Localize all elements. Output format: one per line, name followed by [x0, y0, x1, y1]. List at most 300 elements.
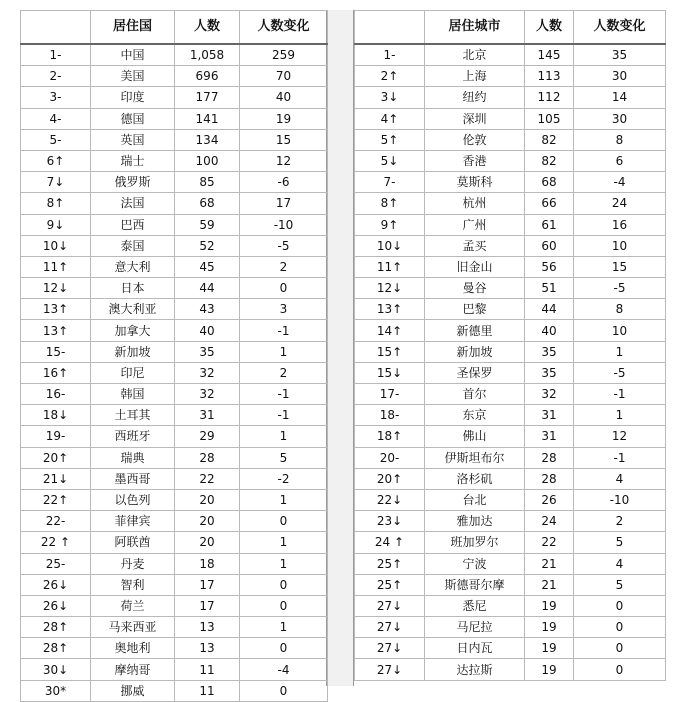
name-cell: 以色列 [91, 489, 175, 510]
count-cell: 32 [175, 362, 240, 383]
name-cell: 德国 [91, 108, 175, 129]
change-cell: -5 [574, 362, 666, 383]
name-cell: 印尼 [91, 362, 175, 383]
table-row [21, 489, 328, 510]
table-row [355, 532, 666, 553]
name-cell: 摩纳哥 [91, 659, 175, 680]
rank-header [21, 11, 91, 45]
table-row [21, 532, 328, 553]
name-cell: 土耳其 [91, 405, 175, 426]
table-row [21, 299, 328, 320]
table-row [21, 108, 328, 129]
rank-cell: 16- [21, 384, 91, 405]
change-cell: 3 [240, 299, 328, 320]
table-row [355, 214, 666, 235]
rank-cell: 21↓ [21, 468, 91, 489]
count-cell: 17 [175, 574, 240, 595]
count-cell: 20 [175, 511, 240, 532]
header-row [355, 11, 666, 45]
rank-cell: 15↑ [355, 341, 425, 362]
rank-cell: 27↓ [355, 659, 425, 680]
change-cell: 24 [574, 193, 666, 214]
name-cell: 韩国 [91, 384, 175, 405]
name-cell: 东京 [425, 405, 525, 426]
name-cell: 西班牙 [91, 426, 175, 447]
change-cell: 0 [240, 278, 328, 299]
rank-cell: 13↑ [355, 299, 425, 320]
name-cell: 俄罗斯 [91, 172, 175, 193]
name-cell: 深圳 [425, 108, 525, 129]
table-row [355, 256, 666, 277]
change-cell: 1 [574, 341, 666, 362]
count-header: 人数 [525, 11, 574, 45]
name-cell: 达拉斯 [425, 659, 525, 680]
count-cell: 35 [525, 362, 574, 383]
name-cell: 日内瓦 [425, 638, 525, 659]
name-cell: 新加坡 [425, 341, 525, 362]
name-cell: 加拿大 [91, 320, 175, 341]
table-row [355, 87, 666, 108]
rank-cell: 15↓ [355, 362, 425, 383]
table-row [21, 574, 328, 595]
change-cell: 14 [574, 87, 666, 108]
change-cell: -1 [574, 384, 666, 405]
name-cell: 佛山 [425, 426, 525, 447]
rank-cell: 12↓ [355, 278, 425, 299]
name-cell: 洛杉矶 [425, 468, 525, 489]
count-cell: 35 [175, 341, 240, 362]
count-cell: 44 [175, 278, 240, 299]
table-row [355, 129, 666, 150]
rank-cell: 9↑ [355, 214, 425, 235]
change-cell: 0 [574, 617, 666, 638]
count-cell: 52 [175, 235, 240, 256]
count-cell: 11 [175, 659, 240, 680]
count-cell: 21 [525, 574, 574, 595]
rank-cell: 27↓ [355, 595, 425, 616]
name-cell: 意大利 [91, 256, 175, 277]
count-cell: 112 [525, 87, 574, 108]
table-row [355, 66, 666, 87]
change-cell: 2 [240, 362, 328, 383]
rank-cell: 20- [355, 447, 425, 468]
change-cell: 5 [574, 532, 666, 553]
column-divider [326, 10, 354, 686]
count-cell: 66 [525, 193, 574, 214]
count-cell: 19 [525, 638, 574, 659]
change-cell: 5 [574, 574, 666, 595]
change-cell: 1 [240, 426, 328, 447]
change-cell: 10 [574, 320, 666, 341]
name-cell: 新德里 [425, 320, 525, 341]
table-row [355, 341, 666, 362]
rank-cell: 2↑ [355, 66, 425, 87]
rank-cell: 15- [21, 341, 91, 362]
count-cell: 100 [175, 150, 240, 171]
name-cell: 菲律宾 [91, 511, 175, 532]
count-cell: 13 [175, 617, 240, 638]
change-cell: 0 [240, 574, 328, 595]
count-cell: 20 [175, 532, 240, 553]
change-cell: 17 [240, 193, 328, 214]
rank-cell: 22↑ [21, 489, 91, 510]
table-row [21, 235, 328, 256]
rank-cell: 10↓ [21, 235, 91, 256]
count-cell: 19 [525, 659, 574, 680]
table-row [21, 214, 328, 235]
count-cell: 105 [525, 108, 574, 129]
name-cell: 孟买 [425, 235, 525, 256]
name-cell: 印度 [91, 87, 175, 108]
name-cell: 杭州 [425, 193, 525, 214]
count-cell: 82 [525, 150, 574, 171]
count-cell: 13 [175, 638, 240, 659]
name-cell: 泰国 [91, 235, 175, 256]
rank-cell: 16↑ [21, 362, 91, 383]
count-cell: 20 [175, 489, 240, 510]
change-cell: 19 [240, 108, 328, 129]
count-cell: 44 [525, 299, 574, 320]
rank-cell: 1- [21, 44, 91, 66]
count-cell: 19 [525, 617, 574, 638]
name-cell: 斯德哥尔摩 [425, 574, 525, 595]
change-header: 人数变化 [574, 11, 666, 45]
rank-cell: 28↑ [21, 617, 91, 638]
table-row [21, 87, 328, 108]
name-cell: 墨西哥 [91, 468, 175, 489]
rank-cell: 20↑ [355, 468, 425, 489]
count-cell: 31 [525, 426, 574, 447]
rank-cell: 12↓ [21, 278, 91, 299]
name-cell: 上海 [425, 66, 525, 87]
change-cell: 0 [574, 638, 666, 659]
name-cell: 奥地利 [91, 638, 175, 659]
change-cell: 12 [574, 426, 666, 447]
name-cell: 新加坡 [91, 341, 175, 362]
change-cell: 4 [574, 553, 666, 574]
change-cell: 2 [574, 511, 666, 532]
change-cell: 1 [240, 553, 328, 574]
table-row [21, 278, 328, 299]
table-row [355, 595, 666, 616]
name-cell: 瑞典 [91, 447, 175, 468]
rank-cell: 8↑ [21, 193, 91, 214]
rank-cell: 25- [21, 553, 91, 574]
table-row [355, 659, 666, 680]
rank-cell: 7- [355, 172, 425, 193]
change-cell: 35 [574, 44, 666, 66]
change-cell: 10 [574, 235, 666, 256]
table-row [21, 468, 328, 489]
name-cell: 巴黎 [425, 299, 525, 320]
name-cell: 美国 [91, 66, 175, 87]
count-cell: 28 [175, 447, 240, 468]
rank-cell: 22↓ [355, 489, 425, 510]
count-cell: 18 [175, 553, 240, 574]
name-cell: 曼谷 [425, 278, 525, 299]
rank-cell: 27↓ [355, 617, 425, 638]
change-cell: -1 [240, 384, 328, 405]
rank-cell: 10↓ [355, 235, 425, 256]
change-cell: 4 [574, 468, 666, 489]
table-row [355, 193, 666, 214]
count-cell: 31 [175, 405, 240, 426]
change-cell: 8 [574, 129, 666, 150]
rank-cell: 20↑ [21, 447, 91, 468]
table-row [355, 617, 666, 638]
name-cell: 悉尼 [425, 595, 525, 616]
rank-cell: 1- [355, 44, 425, 66]
rank-cell: 8↑ [355, 193, 425, 214]
table-row [355, 299, 666, 320]
table-row [355, 511, 666, 532]
change-cell: 1 [240, 617, 328, 638]
name-cell: 圣保罗 [425, 362, 525, 383]
name-cell: 莫斯科 [425, 172, 525, 193]
rank-cell: 22 ↑ [21, 532, 91, 553]
name-cell: 中国 [91, 44, 175, 66]
change-cell: 1 [240, 489, 328, 510]
rank-cell: 22- [21, 511, 91, 532]
change-cell: 259 [240, 44, 328, 66]
count-cell: 56 [525, 256, 574, 277]
change-cell: 0 [240, 680, 328, 701]
rank-cell: 28↑ [21, 638, 91, 659]
change-cell: 1 [240, 532, 328, 553]
rank-header [355, 11, 425, 45]
table-row [21, 680, 328, 701]
table-row [21, 511, 328, 532]
table-row [21, 150, 328, 171]
change-cell: 16 [574, 214, 666, 235]
name-cell: 荷兰 [91, 595, 175, 616]
count-cell: 40 [525, 320, 574, 341]
change-cell: -1 [574, 447, 666, 468]
name-cell: 丹麦 [91, 553, 175, 574]
count-cell: 26 [525, 489, 574, 510]
change-cell: 40 [240, 87, 328, 108]
change-cell: 1 [574, 405, 666, 426]
rank-cell: 7↓ [21, 172, 91, 193]
count-cell: 43 [175, 299, 240, 320]
count-cell: 82 [525, 129, 574, 150]
city-header: 居住城市 [425, 11, 525, 45]
rank-cell: 2- [21, 66, 91, 87]
change-cell: -6 [240, 172, 328, 193]
count-cell: 28 [525, 468, 574, 489]
rank-cell: 19- [21, 426, 91, 447]
rank-cell: 13↑ [21, 320, 91, 341]
rank-cell: 23↓ [355, 511, 425, 532]
rank-cell: 30↓ [21, 659, 91, 680]
count-cell: 32 [175, 384, 240, 405]
count-cell: 1,058 [175, 44, 240, 66]
change-cell: 30 [574, 66, 666, 87]
count-cell: 22 [175, 468, 240, 489]
table-row [21, 405, 328, 426]
rank-cell: 5↓ [355, 150, 425, 171]
table-row [355, 447, 666, 468]
count-cell: 19 [525, 595, 574, 616]
rank-cell: 4↑ [355, 108, 425, 129]
table-row [21, 44, 328, 66]
change-cell: -10 [574, 489, 666, 510]
table-row [21, 129, 328, 150]
table-row [21, 638, 328, 659]
count-cell: 35 [525, 341, 574, 362]
rank-cell: 24 ↑ [355, 532, 425, 553]
table-row [355, 553, 666, 574]
name-cell: 香港 [425, 150, 525, 171]
table-row [21, 659, 328, 680]
change-cell: -1 [240, 320, 328, 341]
table-row [355, 405, 666, 426]
count-cell: 40 [175, 320, 240, 341]
table-row [355, 426, 666, 447]
count-cell: 21 [525, 553, 574, 574]
name-cell: 法国 [91, 193, 175, 214]
change-cell: 8 [574, 299, 666, 320]
count-cell: 32 [525, 384, 574, 405]
rank-cell: 26↓ [21, 574, 91, 595]
change-cell: 0 [240, 638, 328, 659]
count-cell: 68 [525, 172, 574, 193]
name-cell: 智利 [91, 574, 175, 595]
table-row [355, 384, 666, 405]
table-row [21, 553, 328, 574]
change-cell: 15 [574, 256, 666, 277]
name-cell: 伦敦 [425, 129, 525, 150]
name-cell: 英国 [91, 129, 175, 150]
rank-cell: 18↓ [21, 405, 91, 426]
count-cell: 11 [175, 680, 240, 701]
rank-cell: 14↑ [355, 320, 425, 341]
table-row [21, 341, 328, 362]
change-cell: 0 [240, 511, 328, 532]
table-row [355, 574, 666, 595]
rank-cell: 3↓ [355, 87, 425, 108]
table-row [355, 638, 666, 659]
rank-cell: 6↑ [21, 150, 91, 171]
country-ranking-table [20, 10, 328, 702]
table-row [355, 44, 666, 66]
table-row [21, 362, 328, 383]
rank-cell: 30* [21, 680, 91, 701]
change-cell: -4 [240, 659, 328, 680]
table-row [355, 235, 666, 256]
header-row [21, 11, 328, 45]
count-cell: 61 [525, 214, 574, 235]
name-cell: 阿联酋 [91, 532, 175, 553]
rank-cell: 18↑ [355, 426, 425, 447]
change-cell: 5 [240, 447, 328, 468]
count-cell: 145 [525, 44, 574, 66]
rank-cell: 9↓ [21, 214, 91, 235]
count-cell: 141 [175, 108, 240, 129]
count-cell: 51 [525, 278, 574, 299]
count-cell: 17 [175, 595, 240, 616]
name-cell: 马尼拉 [425, 617, 525, 638]
rank-cell: 11↑ [355, 256, 425, 277]
change-cell: 0 [574, 659, 666, 680]
count-cell: 28 [525, 447, 574, 468]
country-header: 居住国 [91, 11, 175, 45]
count-cell: 68 [175, 193, 240, 214]
rank-cell: 25↑ [355, 553, 425, 574]
table-row [21, 256, 328, 277]
change-cell: -2 [240, 468, 328, 489]
count-cell: 85 [175, 172, 240, 193]
name-cell: 台北 [425, 489, 525, 510]
change-cell: -5 [574, 278, 666, 299]
table-row [21, 617, 328, 638]
table-row [355, 320, 666, 341]
name-cell: 北京 [425, 44, 525, 66]
name-cell: 挪威 [91, 680, 175, 701]
name-cell: 首尔 [425, 384, 525, 405]
count-cell: 60 [525, 235, 574, 256]
name-cell: 旧金山 [425, 256, 525, 277]
name-cell: 雅加达 [425, 511, 525, 532]
table-row [21, 193, 328, 214]
table-row [355, 489, 666, 510]
change-cell: 0 [240, 595, 328, 616]
change-cell: -10 [240, 214, 328, 235]
change-cell: -4 [574, 172, 666, 193]
count-cell: 696 [175, 66, 240, 87]
count-cell: 113 [525, 66, 574, 87]
count-cell: 24 [525, 511, 574, 532]
name-cell: 巴西 [91, 214, 175, 235]
name-cell: 纽约 [425, 87, 525, 108]
name-cell: 马来西亚 [91, 617, 175, 638]
table-row [21, 426, 328, 447]
table-row [21, 447, 328, 468]
change-cell: -1 [240, 405, 328, 426]
name-cell: 广州 [425, 214, 525, 235]
count-header: 人数 [175, 11, 240, 45]
count-cell: 45 [175, 256, 240, 277]
rank-cell: 25↑ [355, 574, 425, 595]
rank-cell: 27↓ [355, 638, 425, 659]
table-row [355, 362, 666, 383]
count-cell: 134 [175, 129, 240, 150]
count-cell: 31 [525, 405, 574, 426]
rank-cell: 26↓ [21, 595, 91, 616]
name-cell: 澳大利亚 [91, 299, 175, 320]
name-cell: 瑞士 [91, 150, 175, 171]
table-row [21, 172, 328, 193]
count-cell: 59 [175, 214, 240, 235]
change-cell: 30 [574, 108, 666, 129]
rank-cell: 18- [355, 405, 425, 426]
table-row [21, 66, 328, 87]
change-cell: 0 [574, 595, 666, 616]
rank-cell: 17- [355, 384, 425, 405]
change-cell: 1 [240, 341, 328, 362]
rank-cell: 3- [21, 87, 91, 108]
table-row [21, 595, 328, 616]
rank-cell: 4- [21, 108, 91, 129]
name-cell: 宁波 [425, 553, 525, 574]
change-cell: 70 [240, 66, 328, 87]
count-cell: 22 [525, 532, 574, 553]
city-ranking-table [354, 10, 666, 681]
name-cell: 日本 [91, 278, 175, 299]
table-row [355, 172, 666, 193]
change-cell: 15 [240, 129, 328, 150]
table-row [355, 278, 666, 299]
